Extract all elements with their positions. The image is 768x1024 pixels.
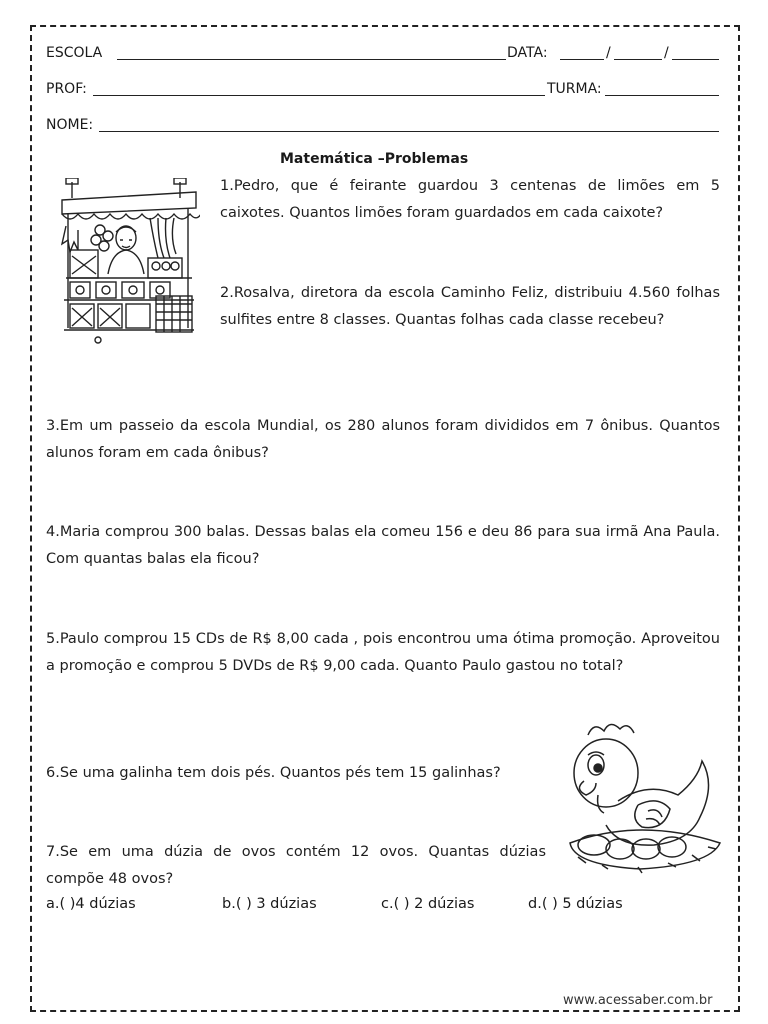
turma-field[interactable] (605, 95, 719, 96)
data-label: DATA: (507, 45, 548, 61)
problem-2: 2.Rosalva, diretora da escola Caminho Feliz, distribuiu 4.560 folhas sulfites entre 8 classes. Quantas folhas cada classe recebeu? (220, 285, 720, 328)
prof-label: PROF: (46, 81, 87, 97)
escola-label: ESCOLA (46, 45, 103, 61)
prof-field[interactable] (93, 95, 545, 96)
page-title: Matemática –Problemas (280, 151, 469, 167)
date-day-field[interactable] (560, 59, 604, 60)
option-b[interactable]: b.( ) 3 dúzias (222, 896, 317, 912)
footer-website: www.acessaber.com.br (563, 993, 713, 1008)
problem-4: 4.Maria comprou 300 balas. Dessas balas ela comeu 156 e deu 86 para sua irmã Ana Paula. Com quantas balas ela ficou? (46, 524, 720, 567)
date-separator: / (664, 45, 669, 61)
market-stall-illustration (58, 178, 200, 348)
problem-6: 6.Se uma galinha tem dois pés. Quantos pés tem 15 galinhas? (46, 765, 501, 781)
option-d[interactable]: d.( ) 5 dúzias (528, 896, 623, 912)
date-year-field[interactable] (672, 59, 719, 60)
option-a[interactable]: a.( )4 dúzias (46, 896, 136, 912)
nome-label: NOME: (46, 117, 94, 133)
nome-field[interactable] (99, 131, 719, 132)
problem-3: 3.Em um passeio da escola Mundial, os 280 alunos foram divididos em 7 ônibus. Quantos alunos foram em cada ônibus? (46, 418, 720, 461)
problem-7: 7.Se em uma dúzia de ovos contém 12 ovos. Quantas dúzias compõe 48 ovos? (46, 844, 546, 887)
date-separator: / (606, 45, 611, 61)
turma-label: TURMA: (547, 81, 602, 97)
problem-5: 5.Paulo comprou 15 CDs de R$ 8,00 cada , pois encontrou uma ótima promoção. Aproveitou a promoção e comprou 5 DVDs de R$ 9,00 cada. Quanto Paulo gastou no total? (46, 631, 720, 674)
hen-illustration (558, 715, 728, 885)
problem-1: 1.Pedro, que é feirante guardou 3 centenas de limões em 5 caixotes. Quantos limões foram guardados em cada caixote? (220, 178, 720, 221)
option-c[interactable]: c.( ) 2 dúzias (381, 896, 475, 912)
escola-field[interactable] (117, 59, 506, 60)
date-month-field[interactable] (614, 59, 662, 60)
